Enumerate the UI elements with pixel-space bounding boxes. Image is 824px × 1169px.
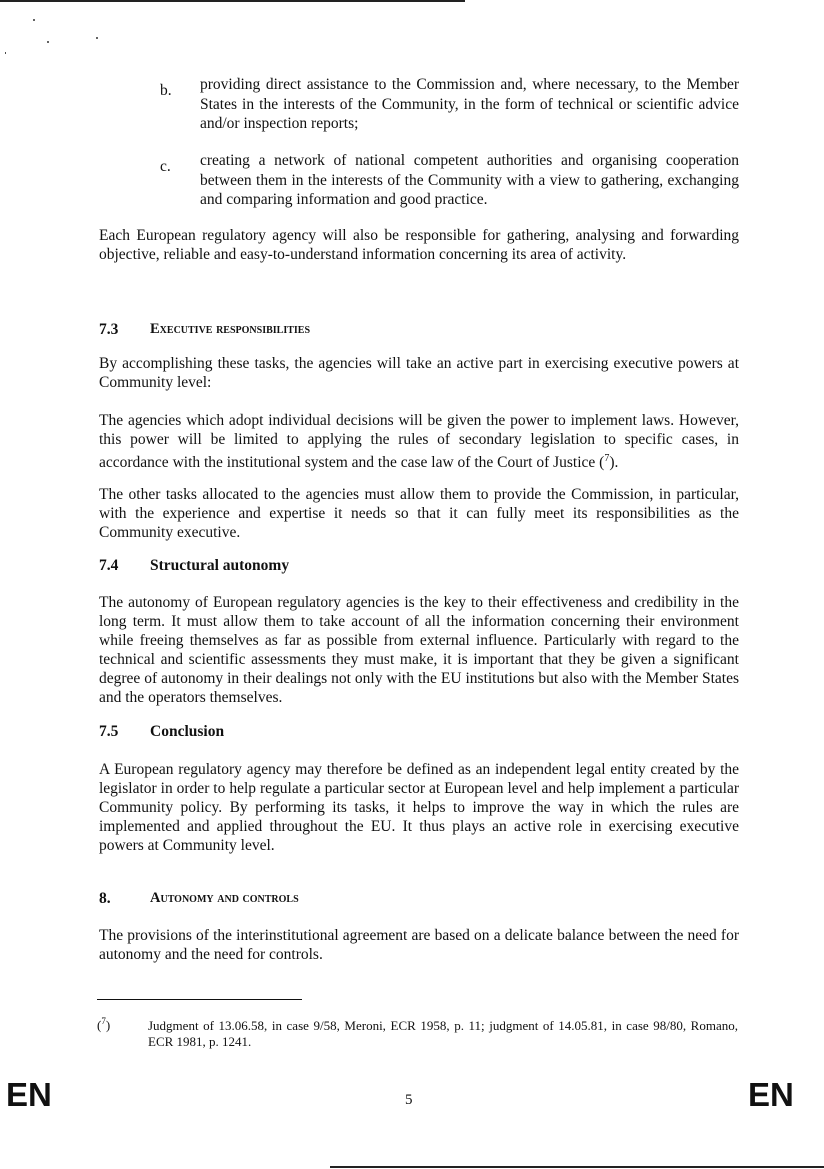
section-number: 8. — [99, 890, 111, 907]
page-number: 5 — [405, 1092, 413, 1108]
section-heading-7-5 — [99, 723, 739, 743]
list-item — [99, 75, 739, 134]
paragraph-text-end: ). — [609, 454, 619, 472]
section-heading-7-4 — [99, 557, 739, 577]
section-title: Executive responsibilities — [150, 321, 311, 337]
list-item-text: providing direct assistance to the Commission and, where necessary, to the Member States in the interests of the Community, in the form of technical or scientific advice and/or inspection reports; — [200, 76, 739, 132]
section-title: Autonomy and controls — [150, 890, 299, 906]
paragraph: The provisions of the interinstitutional agreement are based on a delicate balance between the need for autonomy and the need for controls. — [99, 927, 739, 963]
paragraph-text: The agencies which adopt individual decisions will be given the power to implement laws. However, this power will be limited to applying the rules of secondary legislation to specific cases, in accordance with the institutional system and the case law of the Court of Justice ( — [99, 412, 739, 472]
footnote-marker: ($^7$) — [97, 1016, 111, 1033]
footnote-separator — [97, 999, 302, 1000]
scan-speck — [47, 41, 49, 43]
paragraph: By accomplishing these tasks, the agencies will take an active part in exercising executive powers at Community level: — [99, 355, 739, 391]
paragraph: The autonomy of European regulatory agencies is the key to their effectiveness and credibility in the long term. It must allow them to take account of all the information concerning their environment while freeing themselves as far as possible from external influence. Particularly with regard to the technical and scientific assessments they must make, it is important that they be given a significant degree of autonomy in their dealings not only with the EU institutions but also with the Member States and the operators themselves. — [99, 594, 739, 706]
language-code-left: EN — [6, 1076, 52, 1113]
section-number: 7.4 — [99, 557, 119, 574]
scan-edge-bottom — [330, 1166, 824, 1168]
section-title: Structural autonomy — [150, 557, 290, 574]
paragraph — [99, 411, 739, 472]
scan-speck — [33, 19, 35, 21]
section-heading-8 — [99, 890, 739, 910]
section-number: 7.3 — [99, 321, 119, 338]
footnote-text: Judgment of 13.06.58, in case 9/58, Meroni, ECR 1958, p. 11; judgment of 14.05.81, in case 98/80, Romano, ECR 1981, p. 1241. — [148, 1018, 738, 1049]
list-marker: c. — [160, 158, 171, 175]
scan-speck — [96, 37, 98, 39]
footnote-ref: 7 — [604, 453, 610, 464]
paragraph: A European regulatory agency may therefore be defined as an independent legal entity created by the legislator in order to help regulate a particular sector at European level and help implement a particular Community policy. By performing its tasks, it helps to improve the way in which the rules are implemented and applied throughout the EU. It thus plays an active role in exercising executive powers at Community level. — [99, 761, 739, 854]
list-item-text: creating a network of national competent authorities and organising cooperation between them in the interests of the Community with a view to gathering, exchanging and comparing information and good practice. — [200, 152, 739, 208]
section-title: Conclusion — [150, 723, 225, 740]
scan-speck — [5, 52, 6, 54]
language-code-right: EN — [748, 1076, 794, 1113]
paragraph-information: Each European regulatory agency will also be responsible for gathering, analysing and forwarding objective, reliable and easy-to-understand information concerning its area of activity. — [99, 227, 739, 263]
scan-edge-top — [0, 0, 465, 2]
section-number: 7.5 — [99, 723, 119, 740]
paragraph: The other tasks allocated to the agencies must allow them to provide the Commission, in particular, with the experience and expertise it needs so that it can fully meet its responsibilities as the Community executive. — [99, 486, 739, 541]
section-heading-7-3 — [99, 321, 739, 341]
list-marker: b. — [160, 82, 172, 99]
list-item — [99, 151, 739, 210]
